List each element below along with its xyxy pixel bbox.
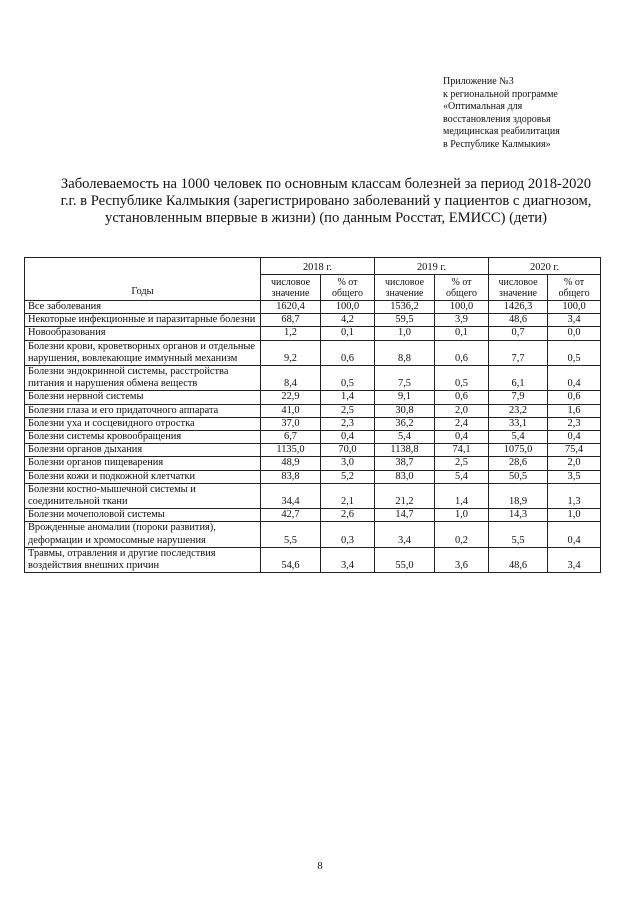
value-cell: 8,4 <box>261 366 321 391</box>
percent-cell: 0,3 <box>321 522 375 547</box>
percent-cell: 1,4 <box>435 483 489 508</box>
value-cell: 7,5 <box>375 366 435 391</box>
value-cell: 48,6 <box>489 547 548 572</box>
value-cell: 42,7 <box>261 509 321 522</box>
percent-cell: 0,4 <box>435 431 489 444</box>
percent-cell: 5,4 <box>435 470 489 483</box>
table-row <box>25 417 601 430</box>
value-cell: 9,1 <box>375 391 435 404</box>
percent-cell: 70,0 <box>321 444 375 457</box>
table-row <box>25 444 601 457</box>
value-cell: 5,5 <box>489 522 548 547</box>
value-cell: 33,1 <box>489 417 548 430</box>
percent-cell: 0,4 <box>548 522 601 547</box>
percent-cell: 5,2 <box>321 470 375 483</box>
table-row <box>25 404 601 417</box>
value-cell: 14,7 <box>375 509 435 522</box>
table-row <box>25 391 601 404</box>
value-cell: 7,9 <box>489 391 548 404</box>
value-cell: 21,2 <box>375 483 435 508</box>
percent-cell: 2,1 <box>321 483 375 508</box>
appendix-line: медицинская реабилитация <box>443 126 560 138</box>
disease-class-cell: Болезни глаза и его придаточного аппарата <box>25 404 261 417</box>
disease-class-cell: Врожденные аномалии (пороки развития), деформации и хромосомные нарушения <box>25 522 261 547</box>
value-cell: 28,6 <box>489 457 548 470</box>
percent-cell: 2,5 <box>321 404 375 417</box>
percent-cell: 0,4 <box>548 431 601 444</box>
disease-class-cell: Болезни мочеполовой системы <box>25 509 261 522</box>
appendix-line: в Республике Калмыкия» <box>443 138 551 150</box>
value-cell: 48,9 <box>261 457 321 470</box>
table-row <box>25 431 601 444</box>
table-row <box>25 547 601 572</box>
percent-cell: 2,3 <box>321 417 375 430</box>
value-cell: 83,0 <box>375 470 435 483</box>
value-cell: 1,2 <box>261 327 321 340</box>
appendix-line: к региональной программе <box>443 88 558 100</box>
percent-cell: 3,6 <box>435 547 489 572</box>
disease-class-cell: Болезни органов дыхания <box>25 444 261 457</box>
appendix-line: «Оптимальная для <box>443 101 523 113</box>
percent-cell: 1,0 <box>435 509 489 522</box>
percent-cell: 0,1 <box>321 327 375 340</box>
value-header: числовое значение <box>375 275 435 301</box>
year-header-2020: 2020 г. <box>489 258 601 275</box>
percent-cell: 3,5 <box>548 470 601 483</box>
table-row <box>25 522 601 547</box>
percent-cell: 1,4 <box>321 391 375 404</box>
percent-cell: 2,0 <box>548 457 601 470</box>
percent-cell: 0,5 <box>435 366 489 391</box>
table-row <box>25 509 601 522</box>
value-cell: 83,8 <box>261 470 321 483</box>
percent-cell: 100,0 <box>435 301 489 314</box>
percent-cell: 4,2 <box>321 314 375 327</box>
percent-cell: 0,1 <box>435 327 489 340</box>
table-row <box>25 340 601 365</box>
value-cell: 37,0 <box>261 417 321 430</box>
percent-cell: 0,6 <box>435 340 489 365</box>
disease-class-cell: Все заболевания <box>25 301 261 314</box>
value-cell: 3,4 <box>375 522 435 547</box>
value-cell: 30,8 <box>375 404 435 417</box>
value-cell: 1426,3 <box>489 301 548 314</box>
disease-class-cell: Некоторые инфекционные и паразитарные болезни <box>25 314 261 327</box>
value-cell: 38,7 <box>375 457 435 470</box>
percent-cell: 1,6 <box>548 404 601 417</box>
disease-class-cell: Травмы, отравления и другие последствия воздействия внешних причин <box>25 547 261 572</box>
value-cell: 48,6 <box>489 314 548 327</box>
percent-cell: 0,4 <box>548 366 601 391</box>
percent-cell: 100,0 <box>548 301 601 314</box>
table-row <box>25 483 601 508</box>
table-row <box>25 366 601 391</box>
value-cell: 1135,0 <box>261 444 321 457</box>
table-row <box>25 301 601 314</box>
percent-cell: 0,4 <box>321 431 375 444</box>
percent-cell: 75,4 <box>548 444 601 457</box>
disease-class-cell: Болезни уха и сосцевидного отростка <box>25 417 261 430</box>
value-cell: 6,7 <box>261 431 321 444</box>
value-cell: 18,9 <box>489 483 548 508</box>
disease-class-cell: Болезни костно-мышечной системы и соединительной ткани <box>25 483 261 508</box>
value-cell: 8,8 <box>375 340 435 365</box>
value-cell: 5,4 <box>375 431 435 444</box>
disease-class-cell: Новообразования <box>25 327 261 340</box>
percent-cell: 3,9 <box>435 314 489 327</box>
value-cell: 14,3 <box>489 509 548 522</box>
table-row <box>25 314 601 327</box>
percent-cell: 2,0 <box>435 404 489 417</box>
years-header: Годы <box>25 258 261 301</box>
value-cell: 22,9 <box>261 391 321 404</box>
percent-cell: 2,3 <box>548 417 601 430</box>
year-header-2019: 2019 г. <box>375 258 489 275</box>
percent-cell: 3,0 <box>321 457 375 470</box>
percent-cell: 0,5 <box>321 366 375 391</box>
percent-cell: 74,1 <box>435 444 489 457</box>
disease-class-cell: Болезни органов пищеварения <box>25 457 261 470</box>
percent-cell: 2,6 <box>321 509 375 522</box>
table-row <box>25 457 601 470</box>
percent-cell: 0,6 <box>548 391 601 404</box>
percent-cell: 0,6 <box>435 391 489 404</box>
disease-class-cell: Болезни крови, кроветворных органов и отдельные нарушения, вовлекающие иммунный механизм <box>25 340 261 365</box>
percent-cell: 100,0 <box>321 301 375 314</box>
morbidity-table <box>24 257 601 573</box>
value-cell: 1620,4 <box>261 301 321 314</box>
table-row <box>25 327 601 340</box>
percent-cell: 2,4 <box>435 417 489 430</box>
percent-cell: 3,4 <box>548 547 601 572</box>
value-cell: 1,0 <box>375 327 435 340</box>
percent-cell: 3,4 <box>321 547 375 572</box>
value-header: числовое значение <box>261 275 321 301</box>
percent-cell: 0,0 <box>548 327 601 340</box>
value-cell: 1138,8 <box>375 444 435 457</box>
appendix-line: восстановления здоровья <box>443 113 551 125</box>
value-cell: 6,1 <box>489 366 548 391</box>
percent-cell: 0,2 <box>435 522 489 547</box>
appendix-line: Приложение №3 <box>443 76 514 87</box>
value-cell: 41,0 <box>261 404 321 417</box>
page-number: 8 <box>317 861 323 872</box>
disease-class-cell: Болезни эндокринной системы, расстройства питания и нарушения обмена веществ <box>25 366 261 391</box>
value-cell: 68,7 <box>261 314 321 327</box>
value-cell: 1536,2 <box>375 301 435 314</box>
percent-cell: 2,5 <box>435 457 489 470</box>
value-cell: 1075,0 <box>489 444 548 457</box>
value-cell: 5,5 <box>261 522 321 547</box>
percent-header: % от общего <box>548 275 601 301</box>
value-cell: 54,6 <box>261 547 321 572</box>
value-cell: 0,7 <box>489 327 548 340</box>
value-cell: 50,5 <box>489 470 548 483</box>
percent-cell: 3,4 <box>548 314 601 327</box>
percent-cell: 1,3 <box>548 483 601 508</box>
value-header: числовое значение <box>489 275 548 301</box>
disease-class-cell: Болезни кожи и подкожной клетчатки <box>25 470 261 483</box>
year-header-2018: 2018 г. <box>261 258 375 275</box>
disease-class-cell: Болезни нервной системы <box>25 391 261 404</box>
value-cell: 59,5 <box>375 314 435 327</box>
value-cell: 34,4 <box>261 483 321 508</box>
value-cell: 7,7 <box>489 340 548 365</box>
document-title: Заболеваемость на 1000 человек по основным классам болезней за период 2018-2020 г.г. в Республике Калмыкия (зарегистрировано заболеваний у пациентов с диагнозом, установленным впервые в жизни) (по данным Росстат, ЕМИСС) (дети) <box>60 176 592 226</box>
value-cell: 9,2 <box>261 340 321 365</box>
appendix-note <box>443 76 623 152</box>
value-cell: 5,4 <box>489 431 548 444</box>
table-row <box>25 470 601 483</box>
table-body <box>25 301 601 573</box>
disease-class-cell: Болезни системы кровообращения <box>25 431 261 444</box>
percent-header: % от общего <box>435 275 489 301</box>
percent-header: % от общего <box>321 275 375 301</box>
value-cell: 36,2 <box>375 417 435 430</box>
percent-cell: 0,5 <box>548 340 601 365</box>
percent-cell: 1,0 <box>548 509 601 522</box>
percent-cell: 0,6 <box>321 340 375 365</box>
value-cell: 23,2 <box>489 404 548 417</box>
value-cell: 55,0 <box>375 547 435 572</box>
